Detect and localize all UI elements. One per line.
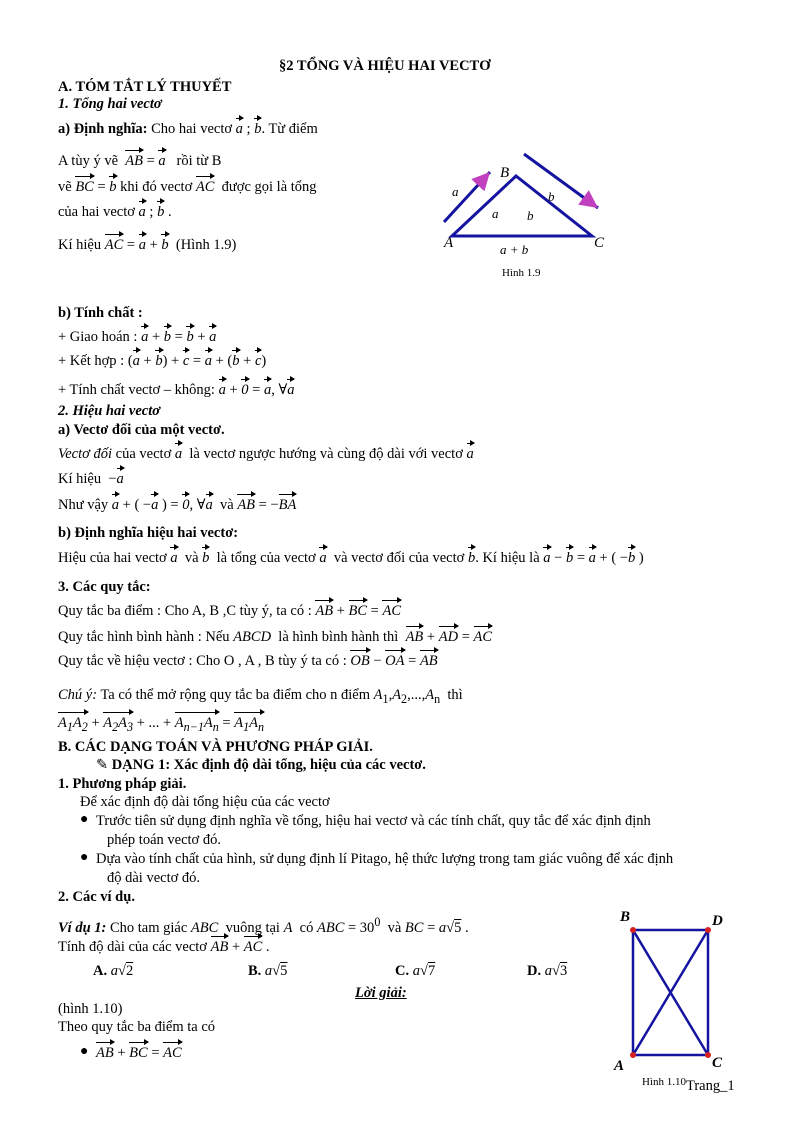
rules-heading: 3. Các quy tắc: <box>58 579 151 595</box>
example-1-text-3: có <box>299 919 314 936</box>
bullet-icon: ● <box>80 1044 89 1059</box>
properties-heading: b) Tính chất : <box>58 305 143 321</box>
type-1-heading <box>96 756 426 774</box>
definition-label: a) Định nghĩa: <box>58 121 148 137</box>
figure-1-9 <box>430 150 630 280</box>
example-1-label: Ví dụ 1: <box>58 919 107 936</box>
diff-text-3: và vectơ đối của vectơ <box>333 550 465 566</box>
label-b: B <box>620 909 631 925</box>
rule-parallelogram: Quy tắc hình bình hành : Nếu ABCD là hình bình hành thì AB + AD = AC <box>58 629 493 645</box>
opposite-sym-label: Kí hiệu <box>58 471 102 487</box>
definition-line-3: vẽ BC = b khi đó vectơ AC được gọi là tổng <box>58 179 317 195</box>
label-a: A <box>614 1058 625 1074</box>
rule-three-points: Quy tắc ba điểm : Cho A, B ,C tùy ý, ta có : AB + BC = AC <box>58 603 402 619</box>
diff-and: và <box>184 550 199 566</box>
solution-heading: Lời giải: <box>355 985 407 1001</box>
example-1-question: Tính độ dài của các vectơ AB + AC . <box>58 939 270 955</box>
rule-2-text-1: Quy tắc hình bình hành : Nếu <box>58 629 230 645</box>
solution-formula: AB + BC = AC <box>96 1045 182 1061</box>
page-title: §2 TỔNG VÀ HIỆU HAI VECTƠ <box>279 58 491 74</box>
examples-heading: 2. Các ví dụ. <box>58 889 135 905</box>
prop-commutative: + Giao hoán : a + b = b + a <box>58 329 217 345</box>
page-number: Trang_1 <box>686 1078 735 1094</box>
def-text-4: khi đó vectơ <box>120 179 193 195</box>
vertex-c <box>705 1052 711 1058</box>
rule-difference: Quy tắc về hiệu vectơ : Cho O , A , B tùy ý ta có : OB − OA = AB <box>58 653 438 669</box>
diff-def: Hiệu của hai vectơ a và b là tổng của vectơ a và vectơ đối của vectơ b. Kí hiệu là a − b = a + ( −b ) <box>58 550 644 566</box>
pencil-icon: ✎ <box>96 757 109 773</box>
definition-line-4: của hai vectơ a ; b . <box>58 204 172 220</box>
def-text-2: rồi từ B <box>176 153 222 169</box>
definition-line-2: A tùy ý vẽ AB = a rồi từ B <box>58 153 222 169</box>
label-d: D <box>712 913 723 929</box>
note-label: Chú ý: <box>58 687 98 703</box>
rule-3-text: Quy tắc về hiệu vectơ : Cho O , A , B tùy ý ta có : <box>58 653 347 669</box>
definition-tail: . Từ điểm <box>261 121 318 137</box>
label-c: C <box>712 1055 723 1071</box>
opposite-def: Vectơ đối của vectơ a là vectơ ngược hướng và cùng độ dài với vectơ a <box>58 446 474 462</box>
diff-text-2: là tổng của vectơ <box>216 550 316 566</box>
figure-1-10 <box>612 905 732 1090</box>
opposite-symbol: Kí hiệu −a <box>58 471 124 487</box>
label-vec-a2: a <box>492 206 499 221</box>
option-b-label: B. <box>248 963 262 979</box>
rule-2-text-2: là hình bình hành thì <box>278 629 399 645</box>
question-text: Tính độ dài của các vectơ <box>58 939 207 955</box>
diff-text-4: . Kí hiệu là <box>475 550 540 566</box>
method-heading: 1. Phương pháp giải. <box>58 776 187 792</box>
caption-1-9: Hình 1.9 <box>502 267 541 279</box>
def-text-3: vẽ <box>58 179 72 195</box>
opposite-heading: a) Vectơ đối của một vectơ. <box>58 422 225 438</box>
diff-def-heading: b) Định nghĩa hiệu hai vectơ: <box>58 525 239 541</box>
option-b: B. a√5 <box>248 963 288 979</box>
symbol-line: Kí hiệu AC = a + b (Hình 1.9) <box>58 237 237 253</box>
diff-text-1: Hiệu của hai vectơ <box>58 550 167 566</box>
example-1-text-1: Cho tam giác <box>109 919 188 936</box>
sum-heading: 1. Tổng hai vectơ <box>58 96 162 112</box>
option-c: C. a√7 <box>395 963 436 979</box>
method-text: Để xác định độ dài tổng hiệu của các vectơ <box>80 794 330 810</box>
prop-comm-label: + Giao hoán : <box>58 329 138 345</box>
bullet-icon: ● <box>80 850 89 865</box>
label-vec-b1: b <box>527 208 534 223</box>
method-bullet-2a: Dựa vào tính chất của hình, sử dụng định lí Pitago, hệ thức lượng trong tam giác vuông để xác định <box>96 851 674 867</box>
method-bullet-1b: phép toán vectơ đó. <box>107 832 221 848</box>
example-1: Ví dụ 1: Cho tam giác ABC vuông tại A có ABC = $30^0$ và BC = a√5 . <box>58 915 469 936</box>
rule-intro: Theo quy tắc ba điểm ta có <box>58 1019 216 1035</box>
label-c: C <box>594 235 605 251</box>
figure-ref: (Hình 1.9) <box>175 237 237 253</box>
option-a: A. a√2 <box>93 963 134 979</box>
note-line: Chú ý: Ta có thể mở rộng quy tắc ba điểm cho n điểm $A_1,A_2,...,A_n$ thì <box>58 687 463 706</box>
prop-zero-label: + Tính chất vectơ – không: <box>58 382 215 398</box>
rule-1-text: Quy tắc ba điểm : Cho A, B ,C tùy ý, ta có : <box>58 603 312 619</box>
opposite-term: Vectơ đối <box>58 446 113 462</box>
note-then: thì <box>447 687 463 703</box>
prop-zero: + Tính chất vectơ – không: a + 0 = a, ∀a <box>58 382 295 398</box>
def-text-1: A tùy ý vẽ <box>58 153 119 169</box>
note-text: Ta có thể mở rộng quy tắc ba điểm cho n điểm <box>100 687 371 703</box>
method-bullet-1a: Trước tiên sử dụng định nghĩa về tổng, hiệu hai vectơ và các tính chất, quy tắc để xác định định <box>96 813 651 829</box>
type-1-text: DẠNG 1: Xác định độ dài tổng, hiệu của các vectơ. <box>111 757 426 773</box>
definition-line: a) Định nghĩa: Cho hai vectơ a ; b. Từ điểm <box>58 121 318 137</box>
label-vec-a1: a <box>452 184 459 199</box>
option-c-label: C. <box>395 963 410 979</box>
def-text-6: của hai vectơ <box>58 204 135 220</box>
method-bullet-2b: độ dài vectơ đó. <box>107 870 201 886</box>
def-text-5: được gọi là tổng <box>221 179 317 195</box>
note-formula: $A_1A_2 + A_2A_3$ + ... + $A_{n-1}A_n = A_1A_n$ <box>58 715 265 734</box>
option-d: D. a√3 <box>527 963 568 979</box>
vertex-b <box>630 927 636 933</box>
vector-b-right <box>524 154 598 208</box>
opposite-thus-label: Như vậy <box>58 497 109 513</box>
prop-associative: + Kết hợp : (a + b) + c = a + (b + c) <box>58 353 267 369</box>
section-a-heading: A. TÓM TẮT LÝ THUYẾT <box>58 79 232 95</box>
prop-assoc-label: + Kết hợp : <box>58 353 125 369</box>
definition-text: Cho hai vectơ <box>151 121 233 137</box>
opposite-text-2: là vectơ ngược hướng và cùng độ dài với vectơ <box>189 446 463 462</box>
vector-a-left <box>444 172 490 222</box>
example-1-text-4: và <box>387 919 402 936</box>
vertex-a <box>630 1052 636 1058</box>
example-1-text-2: vuông tại <box>225 919 280 936</box>
vertex-d <box>705 927 711 933</box>
symbol-label: Kí hiệu <box>58 237 102 253</box>
opposite-and: và <box>220 497 234 513</box>
difference-heading: 2. Hiệu hai vectơ <box>58 403 161 419</box>
opposite-thus: Như vậy a + ( −a ) = 0, ∀a và AB = −BA <box>58 497 297 513</box>
label-sum: a + b <box>500 242 529 257</box>
label-b: B <box>500 165 510 181</box>
opposite-text-1: của vectơ <box>115 446 172 462</box>
label-a: A <box>444 235 454 251</box>
figure-ref-110: (hình 1.10) <box>58 1001 123 1017</box>
triangle-abc <box>452 176 592 236</box>
option-d-label: D. <box>527 963 542 979</box>
section-b-heading: B. CÁC DẠNG TOÁN VÀ PHƯƠNG PHÁP GIẢI. <box>58 739 373 755</box>
label-vec-b2: b <box>548 189 555 204</box>
option-a-label: A. <box>93 963 108 979</box>
bullet-icon: ● <box>80 812 89 827</box>
caption-1-10: Hình 1.10 <box>642 1076 686 1088</box>
